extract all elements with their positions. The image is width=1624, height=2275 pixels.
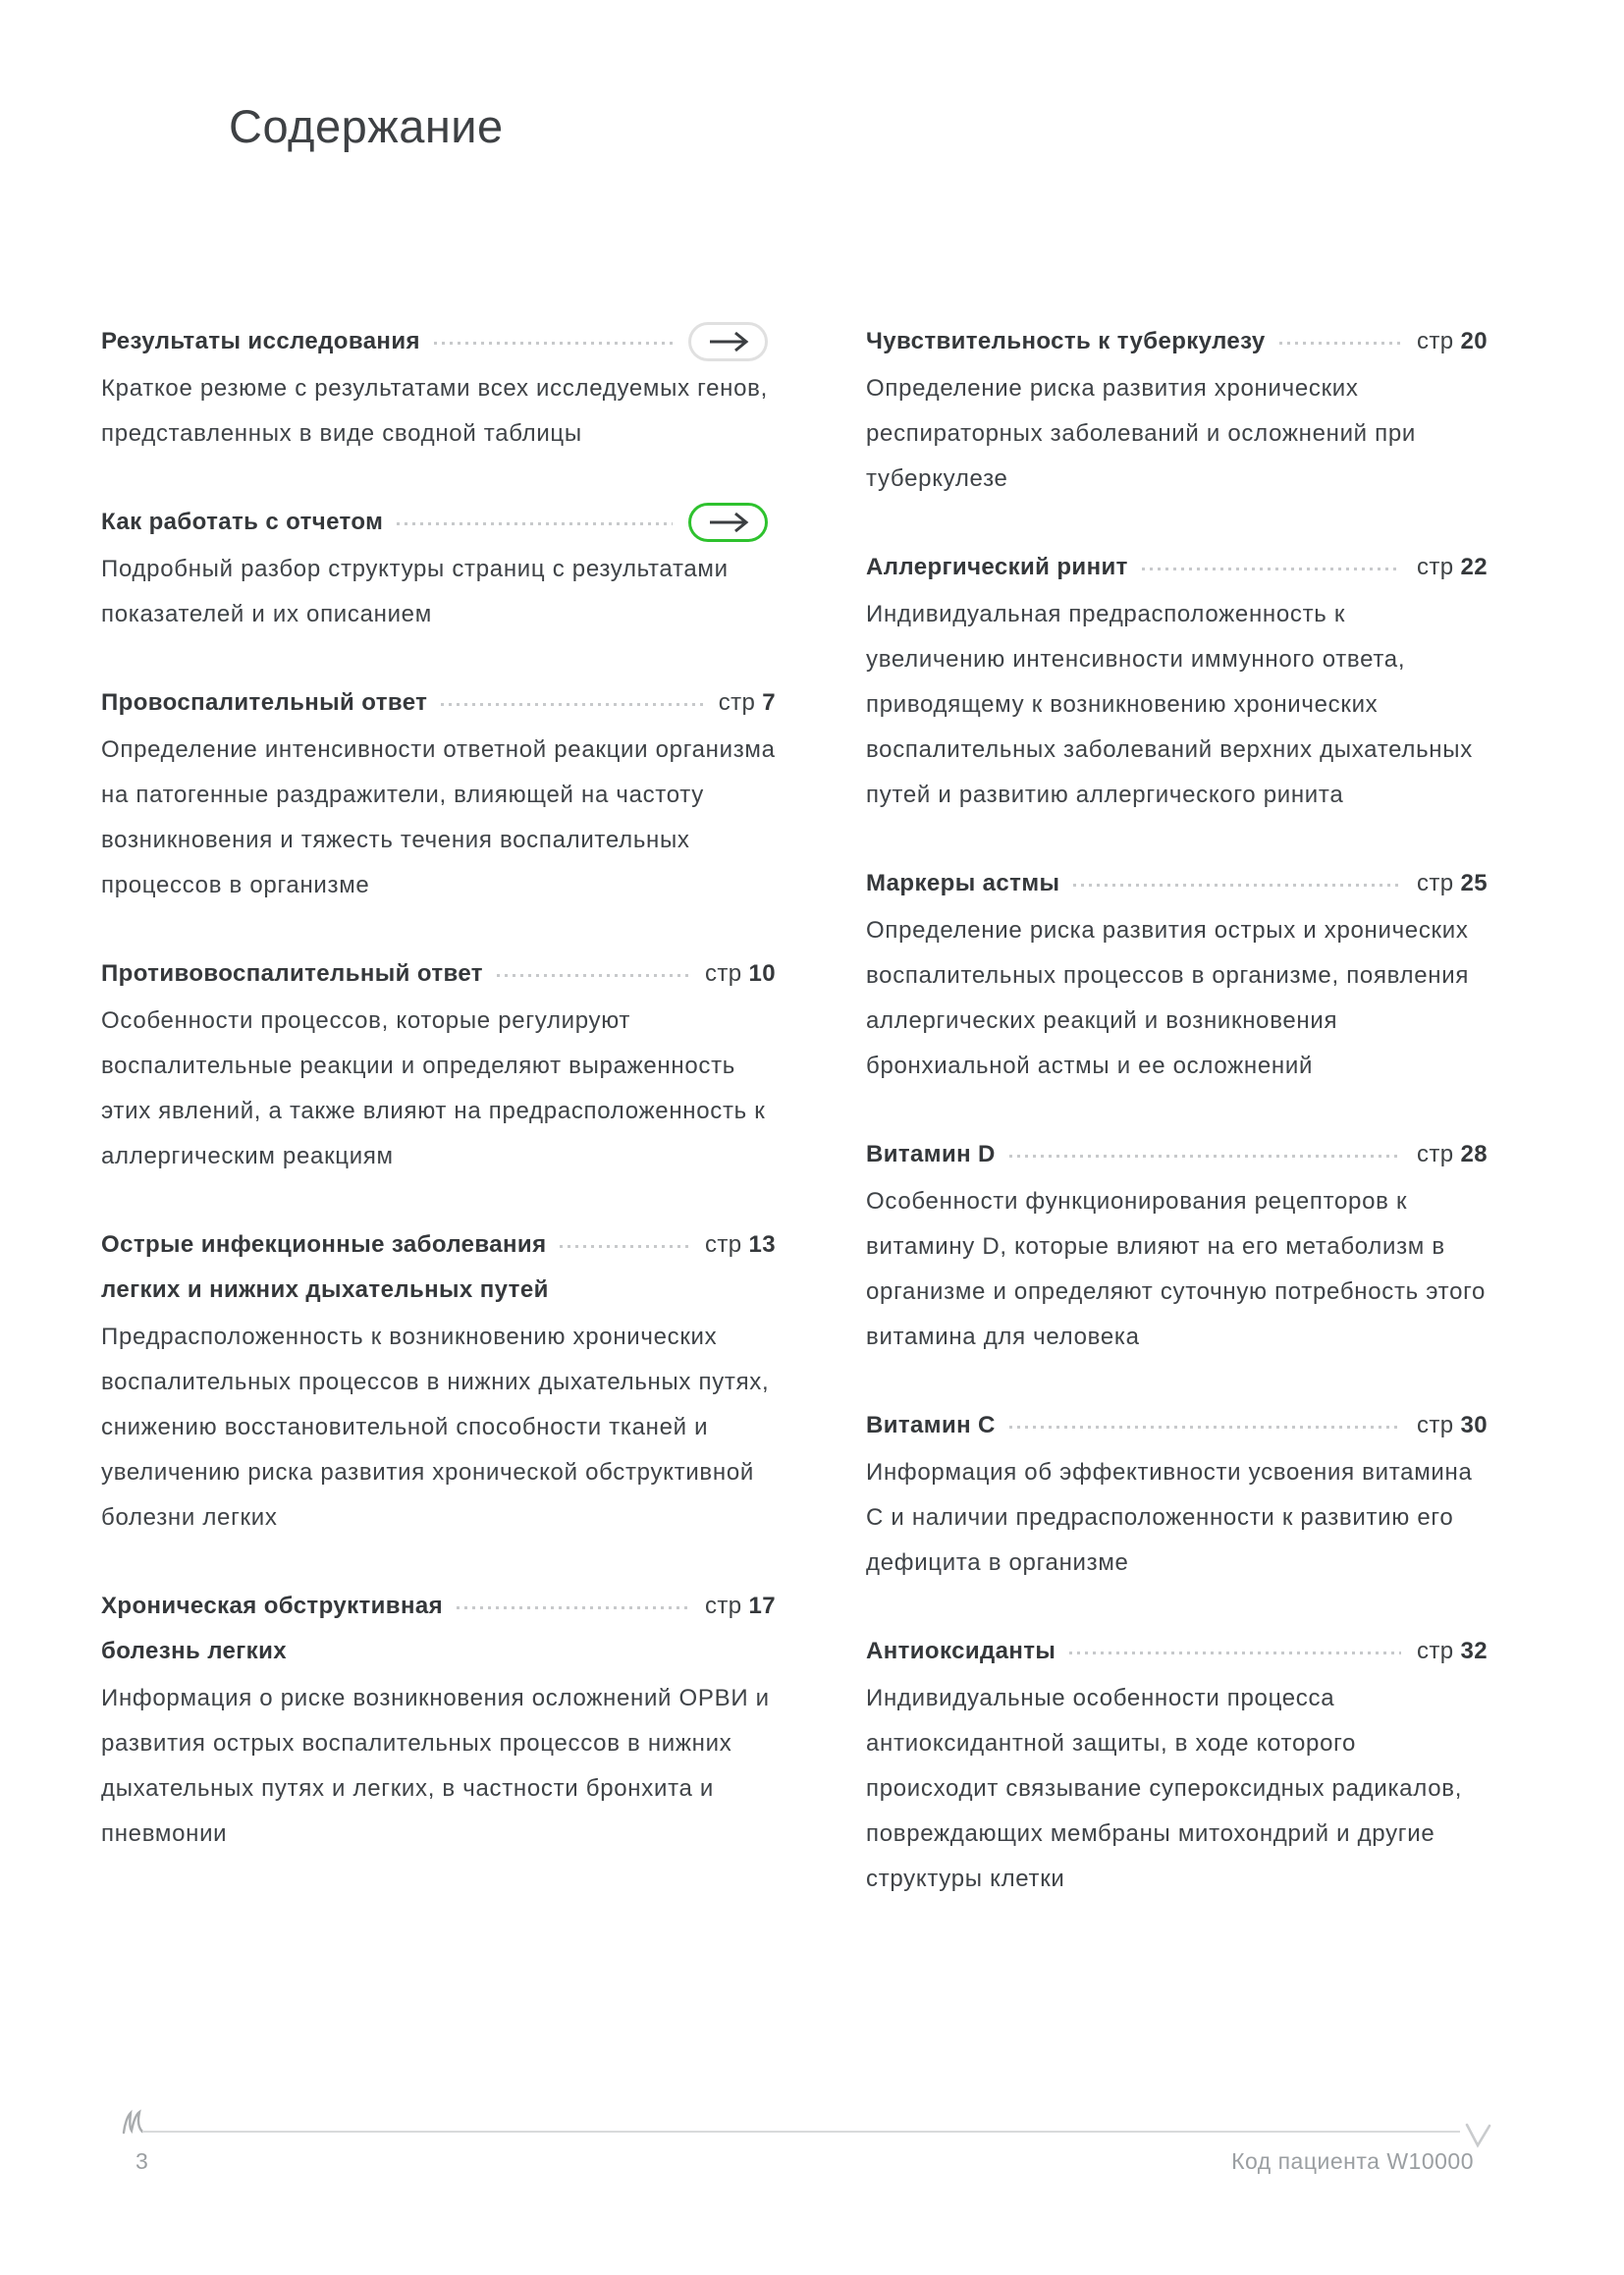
entry-description: Определение риска развития хронических респираторных заболеваний и осложнений при туберкулезе bbox=[866, 375, 1417, 492]
entry-description: Предрасположенность к возникновению хронических воспалительных процессов в нижних дыхательных путях, снижению восстановительной способности тканей и увеличению риска развития хронической обструктивной болезни легких bbox=[101, 1324, 770, 1531]
page-ref-label: стр bbox=[1416, 554, 1454, 580]
entry-description: Информация о риске возникновения осложнений ОРВИ и развития острых воспалительных процессов в нижних дыхательных путях и легких, в частности бронхита и пневмонии bbox=[101, 1685, 770, 1847]
toc-entry bbox=[866, 1132, 1488, 1360]
toc-entry bbox=[101, 319, 776, 457]
page-ref bbox=[719, 680, 776, 726]
toc-entry bbox=[866, 1403, 1488, 1586]
toc-entry bbox=[866, 319, 1488, 502]
page-ref-number: 28 bbox=[1460, 1141, 1488, 1167]
toc-entry bbox=[101, 680, 776, 908]
page-ref-number: 32 bbox=[1460, 1638, 1488, 1664]
toc-entry-head bbox=[866, 545, 1488, 590]
page-ref bbox=[705, 1584, 776, 1629]
page-number: 3 bbox=[135, 2148, 149, 2174]
page-ref-label: стр bbox=[1416, 1141, 1454, 1167]
page-ref bbox=[1417, 545, 1488, 590]
entry-description: Определение интенсивности ответной реакции организма на патогенные раздражители, влияющей на частоту возникновения и тяжесть течения воспалительных процессов в организме bbox=[101, 736, 776, 898]
dotted-leader bbox=[1073, 884, 1401, 887]
page-ref bbox=[1417, 1629, 1488, 1674]
page-ref-label: стр bbox=[1416, 870, 1454, 896]
dotted-leader bbox=[1069, 1652, 1401, 1654]
dotted-leader bbox=[1279, 342, 1401, 345]
dotted-leader bbox=[434, 342, 673, 345]
patient-code: Код пациента W10000 bbox=[1231, 2148, 1474, 2174]
footer-row bbox=[135, 2148, 1474, 2175]
entry-description: Определение риска развития острых и хронических воспалительных процессов в организме, появления аллергических реакций и возникновения бронхиальной астмы и ее осложнений bbox=[866, 917, 1470, 1079]
page-ref bbox=[705, 951, 776, 997]
arrow-right-icon bbox=[707, 330, 750, 353]
page-ref-number: 30 bbox=[1460, 1412, 1488, 1438]
toc-column-right bbox=[866, 319, 1488, 1945]
toc-entry-head bbox=[866, 1132, 1488, 1177]
entry-description: Информация об эффективности усвоения витамина C и наличии предрасположенности к развитию его дефицита в организме bbox=[866, 1459, 1473, 1576]
toc-entry-head bbox=[101, 319, 776, 364]
page-ref-number: 10 bbox=[748, 960, 776, 987]
entry-title: Хроническая обструктивная bbox=[101, 1593, 444, 1619]
entry-title: Чувствительность к туберкулезу bbox=[866, 328, 1266, 354]
toc-columns bbox=[101, 319, 1624, 1945]
footer-rule bbox=[142, 2131, 1460, 2133]
page-ref bbox=[1417, 861, 1488, 906]
dotted-leader bbox=[497, 974, 689, 977]
toc-entry bbox=[866, 545, 1488, 818]
entry-title: Острые инфекционные заболевания bbox=[101, 1231, 547, 1258]
toc-entry-head bbox=[866, 1403, 1488, 1448]
dotted-leader bbox=[1009, 1155, 1401, 1158]
page-ref-number: 22 bbox=[1460, 554, 1488, 580]
page-ref-number: 13 bbox=[748, 1231, 776, 1258]
toc-entry bbox=[866, 1629, 1488, 1902]
toc-entry bbox=[101, 1222, 776, 1541]
entry-title: Маркеры астмы bbox=[866, 870, 1060, 896]
entry-description: Особенности функционирования рецепторов к витамину D, которые влияют на его метаболизм в организме и определяют суточную потребность этого витамина для человека bbox=[866, 1188, 1487, 1350]
dotted-leader bbox=[457, 1606, 689, 1609]
toc-entry-head bbox=[101, 500, 776, 545]
dotted-leader bbox=[397, 522, 673, 525]
page-ref bbox=[1417, 1132, 1488, 1177]
entry-description: Подробный разбор структуры страниц с результатами показателей и их описанием bbox=[101, 556, 729, 627]
toc-entry-head bbox=[101, 1584, 776, 1629]
entry-title: Как работать с отчетом bbox=[101, 509, 384, 535]
page-ref-number: 7 bbox=[762, 689, 776, 716]
arrow-pill-button[interactable] bbox=[688, 503, 768, 542]
page-ref bbox=[705, 1222, 776, 1268]
arrow-pill-button[interactable] bbox=[688, 322, 768, 361]
entry-title: Аллергический ринит bbox=[866, 554, 1128, 580]
page-ref-label: стр bbox=[1416, 328, 1454, 354]
page-ref bbox=[1417, 1403, 1488, 1448]
dotted-leader bbox=[1142, 568, 1401, 570]
page-footer bbox=[101, 2111, 1488, 2199]
entry-description: Краткое резюме с результатами всех исследуемых генов, представленных в виде сводной таблицы bbox=[101, 375, 768, 447]
page-ref-number: 17 bbox=[748, 1593, 776, 1619]
page-ref-label: стр bbox=[704, 960, 742, 987]
toc-entry-head bbox=[866, 1629, 1488, 1674]
page-title: Содержание bbox=[229, 100, 504, 152]
entry-title: Антиоксиданты bbox=[866, 1638, 1056, 1664]
toc-entry-head bbox=[101, 1222, 776, 1268]
toc-entry bbox=[101, 500, 776, 637]
toc-column-left bbox=[101, 319, 776, 1900]
page-ref bbox=[1417, 319, 1488, 364]
toc-entry-head bbox=[866, 861, 1488, 906]
page-ref-label: стр bbox=[1416, 1412, 1454, 1438]
entry-description: Индивидуальные особенности процесса антиоксидантной защиты, в ходе которого происходит связывание супероксидных радикалов, повреждающих мембраны митохондрий и другие структуры клетки bbox=[866, 1685, 1463, 1892]
entry-title: Противовоспалительный ответ bbox=[101, 960, 483, 987]
entry-title: Витамин C bbox=[866, 1412, 996, 1438]
arrow-right-icon bbox=[707, 511, 750, 534]
check-mark-icon bbox=[1464, 2123, 1493, 2148]
dotted-leader bbox=[1009, 1426, 1401, 1429]
page-ref-label: стр bbox=[718, 689, 756, 716]
page-ref-number: 20 bbox=[1460, 328, 1488, 354]
entry-title-line2: легких и нижних дыхательных путей bbox=[101, 1276, 549, 1303]
toc-entry bbox=[866, 861, 1488, 1089]
page-ref-label: стр bbox=[1416, 1638, 1454, 1664]
entry-title: Результаты исследования bbox=[101, 328, 420, 354]
page-ref-label: стр bbox=[704, 1231, 742, 1258]
entry-title: Витамин D bbox=[866, 1141, 996, 1167]
toc-entry-head bbox=[101, 680, 776, 726]
dotted-leader bbox=[441, 703, 702, 706]
toc-entry-head bbox=[101, 951, 776, 997]
dotted-leader bbox=[560, 1245, 688, 1248]
entry-title-line2: болезнь легких bbox=[101, 1638, 287, 1664]
entry-description: Особенности процессов, которые регулируют воспалительные реакции и определяют выраженность этих явлений, а также влияют на предрасположенность к аллергическим реакциям bbox=[101, 1007, 766, 1169]
toc-entry-head bbox=[866, 319, 1488, 364]
page-ref-number: 25 bbox=[1460, 870, 1488, 896]
entry-title: Провоспалительный ответ bbox=[101, 689, 428, 716]
entry-description: Индивидуальная предрасположенность к увеличению интенсивности иммунного ответа, приводящему к возникновению хронических воспалительных заболеваний верхних дыхательных путей и развитию аллергического ринита bbox=[866, 601, 1473, 808]
toc-entry bbox=[101, 1584, 776, 1857]
page-ref-label: стр bbox=[704, 1593, 742, 1619]
toc-entry bbox=[101, 951, 776, 1179]
